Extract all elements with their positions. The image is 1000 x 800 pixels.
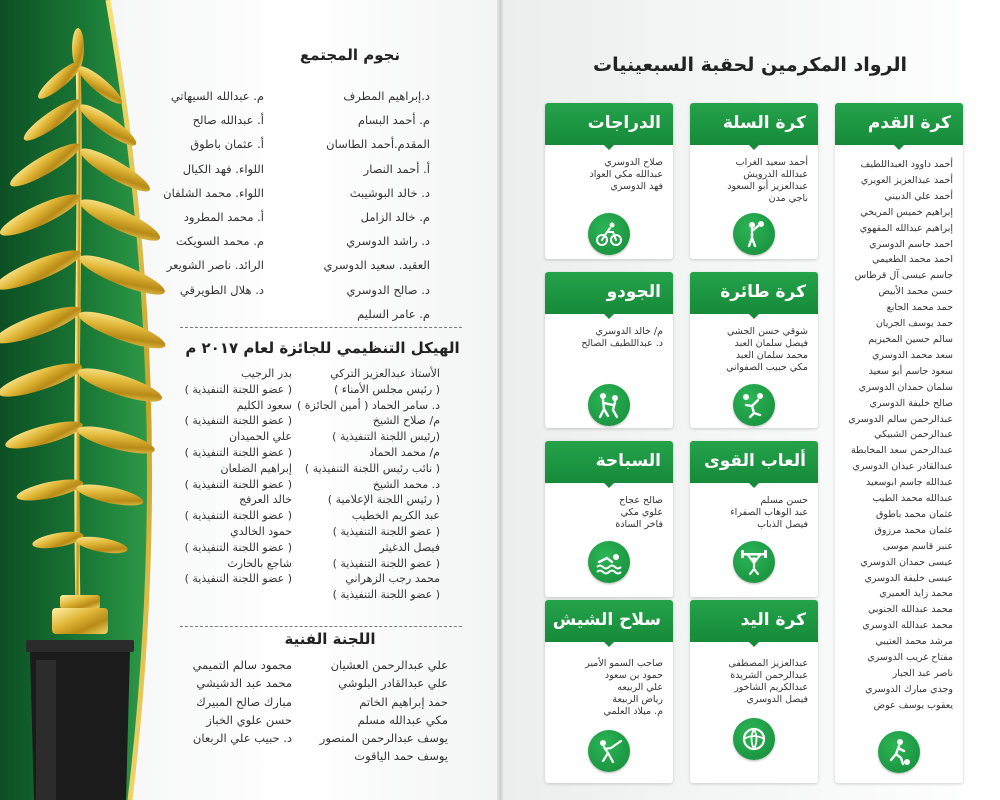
card-notch [602,143,616,150]
weightlifting-icon [733,541,775,583]
card-swimming [545,441,673,597]
list-item: حسن مسلم [760,495,808,506]
list-item: د. راشد الدوسري [346,234,430,249]
list-item: حسن محمد الأبيض [878,286,953,298]
list-item: عيسى حمدان الدوسري [860,556,953,568]
org-structure-left-column [185,366,292,587]
list-item: م. أحمد البسام [357,113,430,128]
list-item: فيصل الذباب [757,519,808,530]
list-item: ( عضو اللجنة التنفيذية ) [184,445,292,459]
list-item: سعود جاسم أبو سعيد [868,365,953,377]
list-item: مكي عبدالله مسلم [357,712,448,727]
list-item: مبارك صالح المبيرك [196,694,292,709]
list-item: ( عضو اللجنة التنفيذية ) [184,414,292,428]
list-item: ( نائب رئيس اللجنة التنفيذية ) [304,461,440,475]
card-notch [892,143,906,150]
list-item: شاجع بالحارث [227,556,292,570]
list-item: د.إبراهيم المطرف [343,89,430,103]
list-item: عبد الكريم الخطيب [351,509,440,523]
list-item: د. محمد الشيخ [372,477,440,491]
list-item: أحمد علي الدبيني [884,190,953,202]
list-item: ( عضو اللجنة التنفيذية ) [332,524,440,538]
fencing-icon [588,730,630,772]
technical-committee-right-column [320,656,448,766]
list-item: م. عامر السليم [357,306,430,321]
list-item: م. ميلاد العلمي [603,706,663,717]
card-judo [545,272,673,428]
list-item: عبدالرحمن الشبيكي [874,429,953,441]
honorees-title: الرواد المكرمين لحقبة السبعينيات [593,54,907,76]
card-notch [747,143,761,150]
card-basketball [690,103,818,259]
list-item: رياض الربيعة [612,694,663,705]
list-item: أحمد سعيد الغراب [735,157,808,168]
list-item: سعد محمد الدوسري [871,349,953,361]
list-item: م/ محمد الحماد [369,445,440,459]
list-item: إبراهيم الضلعان [220,461,292,475]
list-item: العقيد. سعيد الدوسري [323,258,430,273]
cycling-icon [588,213,630,255]
community-stars-right-column [324,84,431,326]
list-item: د. هلال الطويرقي [179,282,264,297]
list-item: مكي حبيب الصفواني [726,362,808,373]
list-item: ( رئيس اللجنة الإعلامية ) [327,493,440,507]
list-item: علي عبدالقادر البلوشي [338,676,448,691]
handball-icon [733,718,775,760]
list-item: أ. عثمان باطوق [190,137,264,152]
list-item: ( عضو اللجنة التنفيذية ) [184,572,292,586]
list-item: عيسى خليفة الدوسري [864,572,953,584]
card-football-names [848,157,953,714]
basketball-player-icon [733,213,775,255]
list-item: عبدالرحمن سعد المخابطة [850,445,953,457]
list-item: أحمد داوود العبداللطيف [860,159,953,170]
list-item: عبدالقادر عيدان الدوسري [852,461,953,473]
list-item: محمد عبدالله الدوسري [862,620,953,632]
list-item: عبدالله مكي العواد [589,169,663,180]
card-volleyball-names [726,326,808,374]
list-item: عبدالعزيز المصطفى [728,658,808,669]
volleyball-player-icon [733,384,775,426]
list-item: أ. محمد المطرود [183,210,264,225]
list-item: م. محمد السويكت [175,234,264,249]
card-judo-names [581,326,663,350]
card-handball-header: كرة اليد [690,600,818,642]
list-item: صالح خليفة الدوسري [869,397,953,409]
card-cycling-names [590,157,663,193]
list-item: المقدم.أحمد الطاسان [326,137,430,152]
list-item: اللواء. محمد الشلفان [163,185,264,200]
list-item: عبدالرحمن سالم الدوسري [848,413,953,425]
list-item: حمد محمد الجابع [886,302,953,314]
card-notch [747,481,761,488]
page-fold [497,0,503,800]
list-item: د. خالد البوشيبث [349,185,430,200]
football-player-icon [878,731,920,773]
judo-icon [588,384,630,426]
list-item: ( عضو اللجنة التنفيذية ) [184,540,292,554]
org-structure-right-column [297,366,440,603]
card-handball-names [728,658,808,706]
list-item: يوسف عبدالرحمن المنصور [319,731,448,746]
list-item: ( رئيس مجلس الأمناء ) [333,382,440,396]
list-item: ( عضو اللجنة التنفيذية ) [184,382,292,396]
list-item: ناجي مدن [768,193,808,204]
list-item: بدر الرجيب [240,367,292,380]
list-item: عبدالعزيز أبو السعود [727,181,808,192]
list-item: عبدالله جاسم ابوسعيد [866,477,953,489]
list-item: د. عبداللطيف الصالح [581,338,663,349]
list-item: أحمد عبدالعزيز العويري [860,174,953,186]
card-fencing [545,600,673,783]
technical-committee-left-column [193,656,292,747]
list-item: م/ خالد الدوسري [595,326,663,337]
right-page [500,0,1000,800]
list-item: م. خالد الزامل [360,210,430,225]
golden-palm-trophy-image [0,0,180,800]
list-item: ( عضو اللجنة التنفيذية ) [184,477,292,491]
list-item: فيصل الدوسري [746,694,808,705]
community-stars-left-column [163,84,264,302]
list-item: حمد إبراهيم الخاتم [359,694,448,709]
card-swimming-header: السباحة [545,441,673,483]
card-volleyball-header: كرة طائرة [690,272,818,314]
card-football-header: كرة القدم [835,103,963,145]
card-athletics-names [730,495,808,531]
card-cycling-header: الدراجات [545,103,673,145]
list-item: محمد سلمان العبد [735,350,808,361]
list-item: محمد عبد الدشيشي [196,676,292,691]
card-notch [602,481,616,488]
list-item: إبراهيم خميس المريخي [860,206,953,218]
list-item: احمد محمد الطعيمي [872,254,953,266]
card-football [835,103,963,783]
card-fencing-header: سلاح الشيش [545,600,673,642]
list-item: مرشد محمد العتيبي [875,636,953,648]
list-item: د. سامر الحماد ( أمين الجائزة ) [297,398,440,412]
list-item: علي الحميدان [229,430,292,444]
list-item: الأستاذ عبدالعزيز التركي [330,367,440,380]
list-item: سعود الكليم [236,398,292,412]
list-item: محمد زايد العميري [879,588,953,600]
list-item: م. عبدالله السيهاتي [170,89,264,103]
list-item: أ. عبدالله صالح [192,113,264,128]
list-item: خالد العرفج [239,493,292,507]
section-divider [180,626,462,627]
list-item: عبدالكريم الشاخور [734,682,808,693]
list-item: عبدالرحمن الشريدة [730,670,808,681]
card-athletics-header: ألعاب القوى [690,441,818,483]
list-item: سلمان حمدان الدوسري [858,381,953,393]
list-item: صلاح الدوسري [604,157,663,168]
list-item: مفتاح غريب الدوسري [867,652,953,664]
list-item: عنبر قاسم موسى [882,540,953,552]
list-item: اللواء. فهد الكيال [182,161,264,176]
swimming-icon [588,541,630,583]
list-item: (رئيس اللجنة التنفيذية ) [332,430,440,444]
community-stars-title: نجوم المجتمع [299,46,401,64]
list-item: حسن علوي الخباز [206,712,292,727]
list-item: علوي مكي [620,507,663,518]
list-item: عبدالله محمد الطيب [872,493,953,505]
card-basketball-names [727,157,808,205]
list-item: صالح عجاج [619,495,663,506]
list-item: أ. أحمد النصار [363,161,430,176]
list-item: فيصل سلمان العبد [734,338,808,349]
card-cycling [545,103,673,259]
list-item: ( عضو اللجنة التنفيذية ) [332,556,440,570]
card-volleyball [690,272,818,428]
card-athletics [690,441,818,597]
list-item: محمد رجب الزهراني [345,572,440,586]
card-swimming-names [615,495,663,531]
card-fencing-names [585,658,663,718]
list-item: عبد الوهاب الصفراء [730,507,808,518]
list-item: علي عبدالرحمن العشيان [330,658,448,672]
card-notch [747,640,761,647]
technical-committee-title: اللجنة الفنية [284,630,376,648]
card-notch [602,312,616,319]
list-item: فيصل الدغيثر [379,540,440,554]
list-item: صاحب السمو الأمير [585,658,663,669]
section-divider [180,327,462,328]
list-item: جاسم عيسى آل قرطاس [854,270,953,282]
list-item: عبدالله الدرويش [743,169,808,180]
list-item: إبراهيم عبدالله المقهوي [859,222,953,234]
list-item: يوسف حمد الياقوت [354,749,448,764]
list-item: محمود سالم التميمي [192,658,292,672]
list-item: عثمان محمد باطوق [875,508,953,520]
list-item: حمود بن سعود [604,670,663,681]
list-item: د. حبيب علي الربعان [192,731,292,746]
list-item: سالم حسين المخيزيم [868,333,953,345]
card-judo-header: الجودو [545,272,673,314]
card-notch [747,312,761,319]
list-item: الرائد. ناصر الشويعر [166,258,264,273]
list-item: فاخر السادة [615,519,663,530]
list-item: يعقوب يوسف عوض [873,699,953,711]
org-structure-title: الهيكل التنظيمي للجائزة لعام ٢٠١٧ م [185,339,460,357]
list-item: ناصر عبد الجبار [892,668,953,679]
list-item: عثمان محمد مرزوق [874,524,953,536]
list-item: فهد الدوسري [610,181,663,192]
list-item: وجدي مبارك الدوسري [865,683,953,695]
list-item: محمد عبدالله الجنوبي [867,604,953,616]
card-basketball-header: كرة السلة [690,103,818,145]
list-item: علي الربيعه [617,682,663,693]
card-notch [602,640,616,647]
list-item: م/ صلاح الشيخ [372,414,440,428]
list-item: حمد يوسف الجريان [875,318,953,330]
list-item: حمود الخالدي [230,524,292,538]
card-handball [690,600,818,783]
list-item: شوقي حسن الجشي [726,326,808,337]
list-item: ( عضو اللجنة التنفيذية ) [184,509,292,523]
list-item: احمد جاسم الدوسري [869,238,953,250]
list-item: ( عضو اللجنة التنفيذية ) [332,588,440,602]
list-item: د. صالح الدوسري [346,282,430,297]
